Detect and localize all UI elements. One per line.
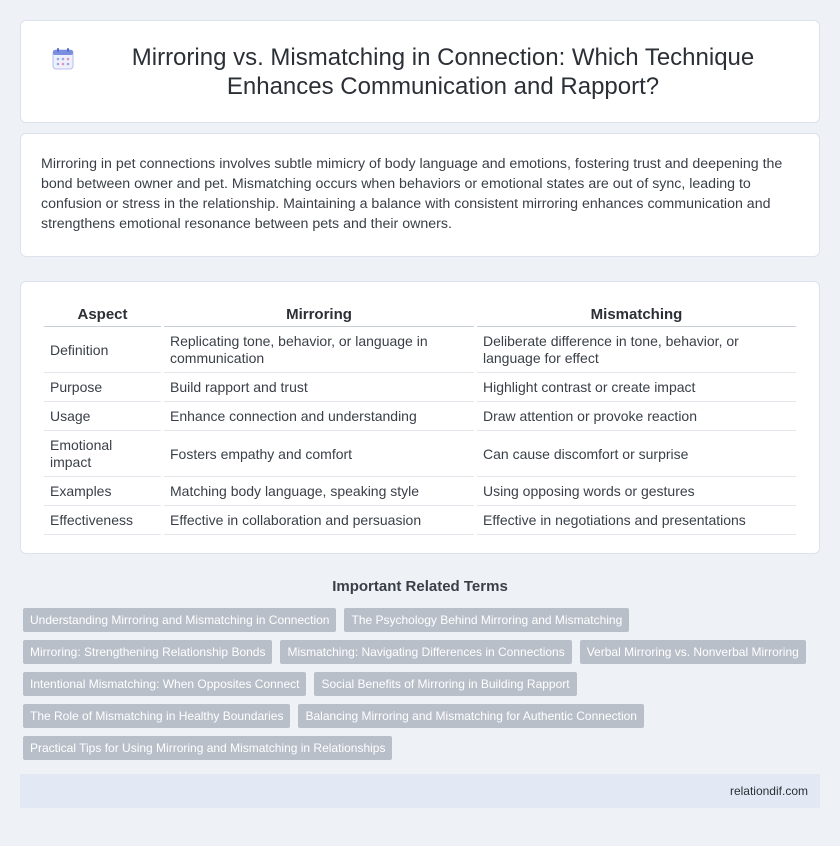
column-header-mirroring: Mirroring bbox=[164, 302, 474, 327]
table-cell-mirroring: Effective in collaboration and persuasion bbox=[164, 506, 474, 535]
table-cell-mismatching: Using opposing words or gestures bbox=[477, 477, 796, 506]
related-term-tag[interactable]: The Role of Mismatching in Healthy Boundaries bbox=[23, 704, 290, 728]
table-row bbox=[44, 431, 796, 477]
column-header-aspect: Aspect bbox=[44, 302, 161, 327]
table-cell-aspect: Emotional impact bbox=[44, 431, 161, 477]
intro-text: Mirroring in pet connections involves subtle mimicry of body language and emotions, fostering trust and deepening the bond between owner and pet. Mismatching occurs when behaviors or emotional states are out of sync, leading to confusion or stress in the relationship. Maintaining a balance with consistent mirroring enhances communication and strengthens emotional resonance between pets and their owners. bbox=[41, 156, 783, 232]
related-term-tag[interactable]: Practical Tips for Using Mirroring and Mismatching in Relationships bbox=[23, 736, 392, 760]
footer bbox=[20, 774, 820, 808]
table-cell-mismatching: Effective in negotiations and presentations bbox=[477, 506, 796, 535]
header-card bbox=[20, 20, 820, 123]
calendar-icon bbox=[51, 47, 75, 71]
table-cell-mirroring: Fosters empathy and comfort bbox=[164, 431, 474, 477]
table-header-row bbox=[44, 302, 796, 327]
table-row bbox=[44, 373, 796, 402]
table-cell-aspect: Usage bbox=[44, 402, 161, 431]
table-cell-mismatching: Draw attention or provoke reaction bbox=[477, 402, 796, 431]
intro-card bbox=[20, 133, 820, 257]
related-term-tag[interactable]: The Psychology Behind Mirroring and Mismatching bbox=[344, 608, 629, 632]
title-wrap bbox=[51, 43, 789, 101]
footer-site-link[interactable]: relationdif.com bbox=[729, 784, 808, 798]
column-header-mismatching: Mismatching bbox=[477, 302, 796, 327]
related-terms-tags bbox=[20, 608, 820, 760]
related-term-tag[interactable]: Mismatching: Navigating Differences in Connections bbox=[280, 640, 571, 664]
table-row bbox=[44, 402, 796, 431]
table-cell-aspect: Examples bbox=[44, 477, 161, 506]
related-terms-heading: Important Related Terms bbox=[332, 578, 508, 595]
related-term-tag[interactable]: Intentional Mismatching: When Opposites Connect bbox=[23, 672, 306, 696]
table-cell-aspect: Purpose bbox=[44, 373, 161, 402]
comparison-table-card bbox=[20, 281, 820, 554]
table-cell-mirroring: Enhance connection and understanding bbox=[164, 402, 474, 431]
table-cell-mismatching: Highlight contrast or create impact bbox=[477, 373, 796, 402]
comparison-table bbox=[41, 302, 799, 535]
table-cell-aspect: Definition bbox=[44, 327, 161, 373]
table-cell-mismatching: Can cause discomfort or surprise bbox=[477, 431, 796, 477]
table-cell-mirroring: Matching body language, speaking style bbox=[164, 477, 474, 506]
table-cell-mirroring: Replicating tone, behavior, or language in communication bbox=[164, 327, 474, 373]
page-title: Mirroring vs. Mismatching in Connection: Which Technique Enhances Communication and Rapport? bbox=[131, 43, 755, 100]
related-term-tag[interactable]: Social Benefits of Mirroring in Building Rapport bbox=[314, 672, 576, 696]
table-row bbox=[44, 506, 796, 535]
related-terms-section bbox=[20, 578, 820, 760]
related-term-tag[interactable]: Balancing Mirroring and Mismatching for Authentic Connection bbox=[298, 704, 644, 728]
table-row bbox=[44, 477, 796, 506]
related-term-tag[interactable]: Understanding Mirroring and Mismatching in Connection bbox=[23, 608, 336, 632]
table-cell-mirroring: Build rapport and trust bbox=[164, 373, 474, 402]
table-row bbox=[44, 327, 796, 373]
table-cell-aspect: Effectiveness bbox=[44, 506, 161, 535]
table-cell-mismatching: Deliberate difference in tone, behavior, or language for effect bbox=[477, 327, 796, 373]
related-term-tag[interactable]: Mirroring: Strengthening Relationship Bonds bbox=[23, 640, 272, 664]
related-term-tag[interactable]: Verbal Mirroring vs. Nonverbal Mirroring bbox=[580, 640, 806, 664]
